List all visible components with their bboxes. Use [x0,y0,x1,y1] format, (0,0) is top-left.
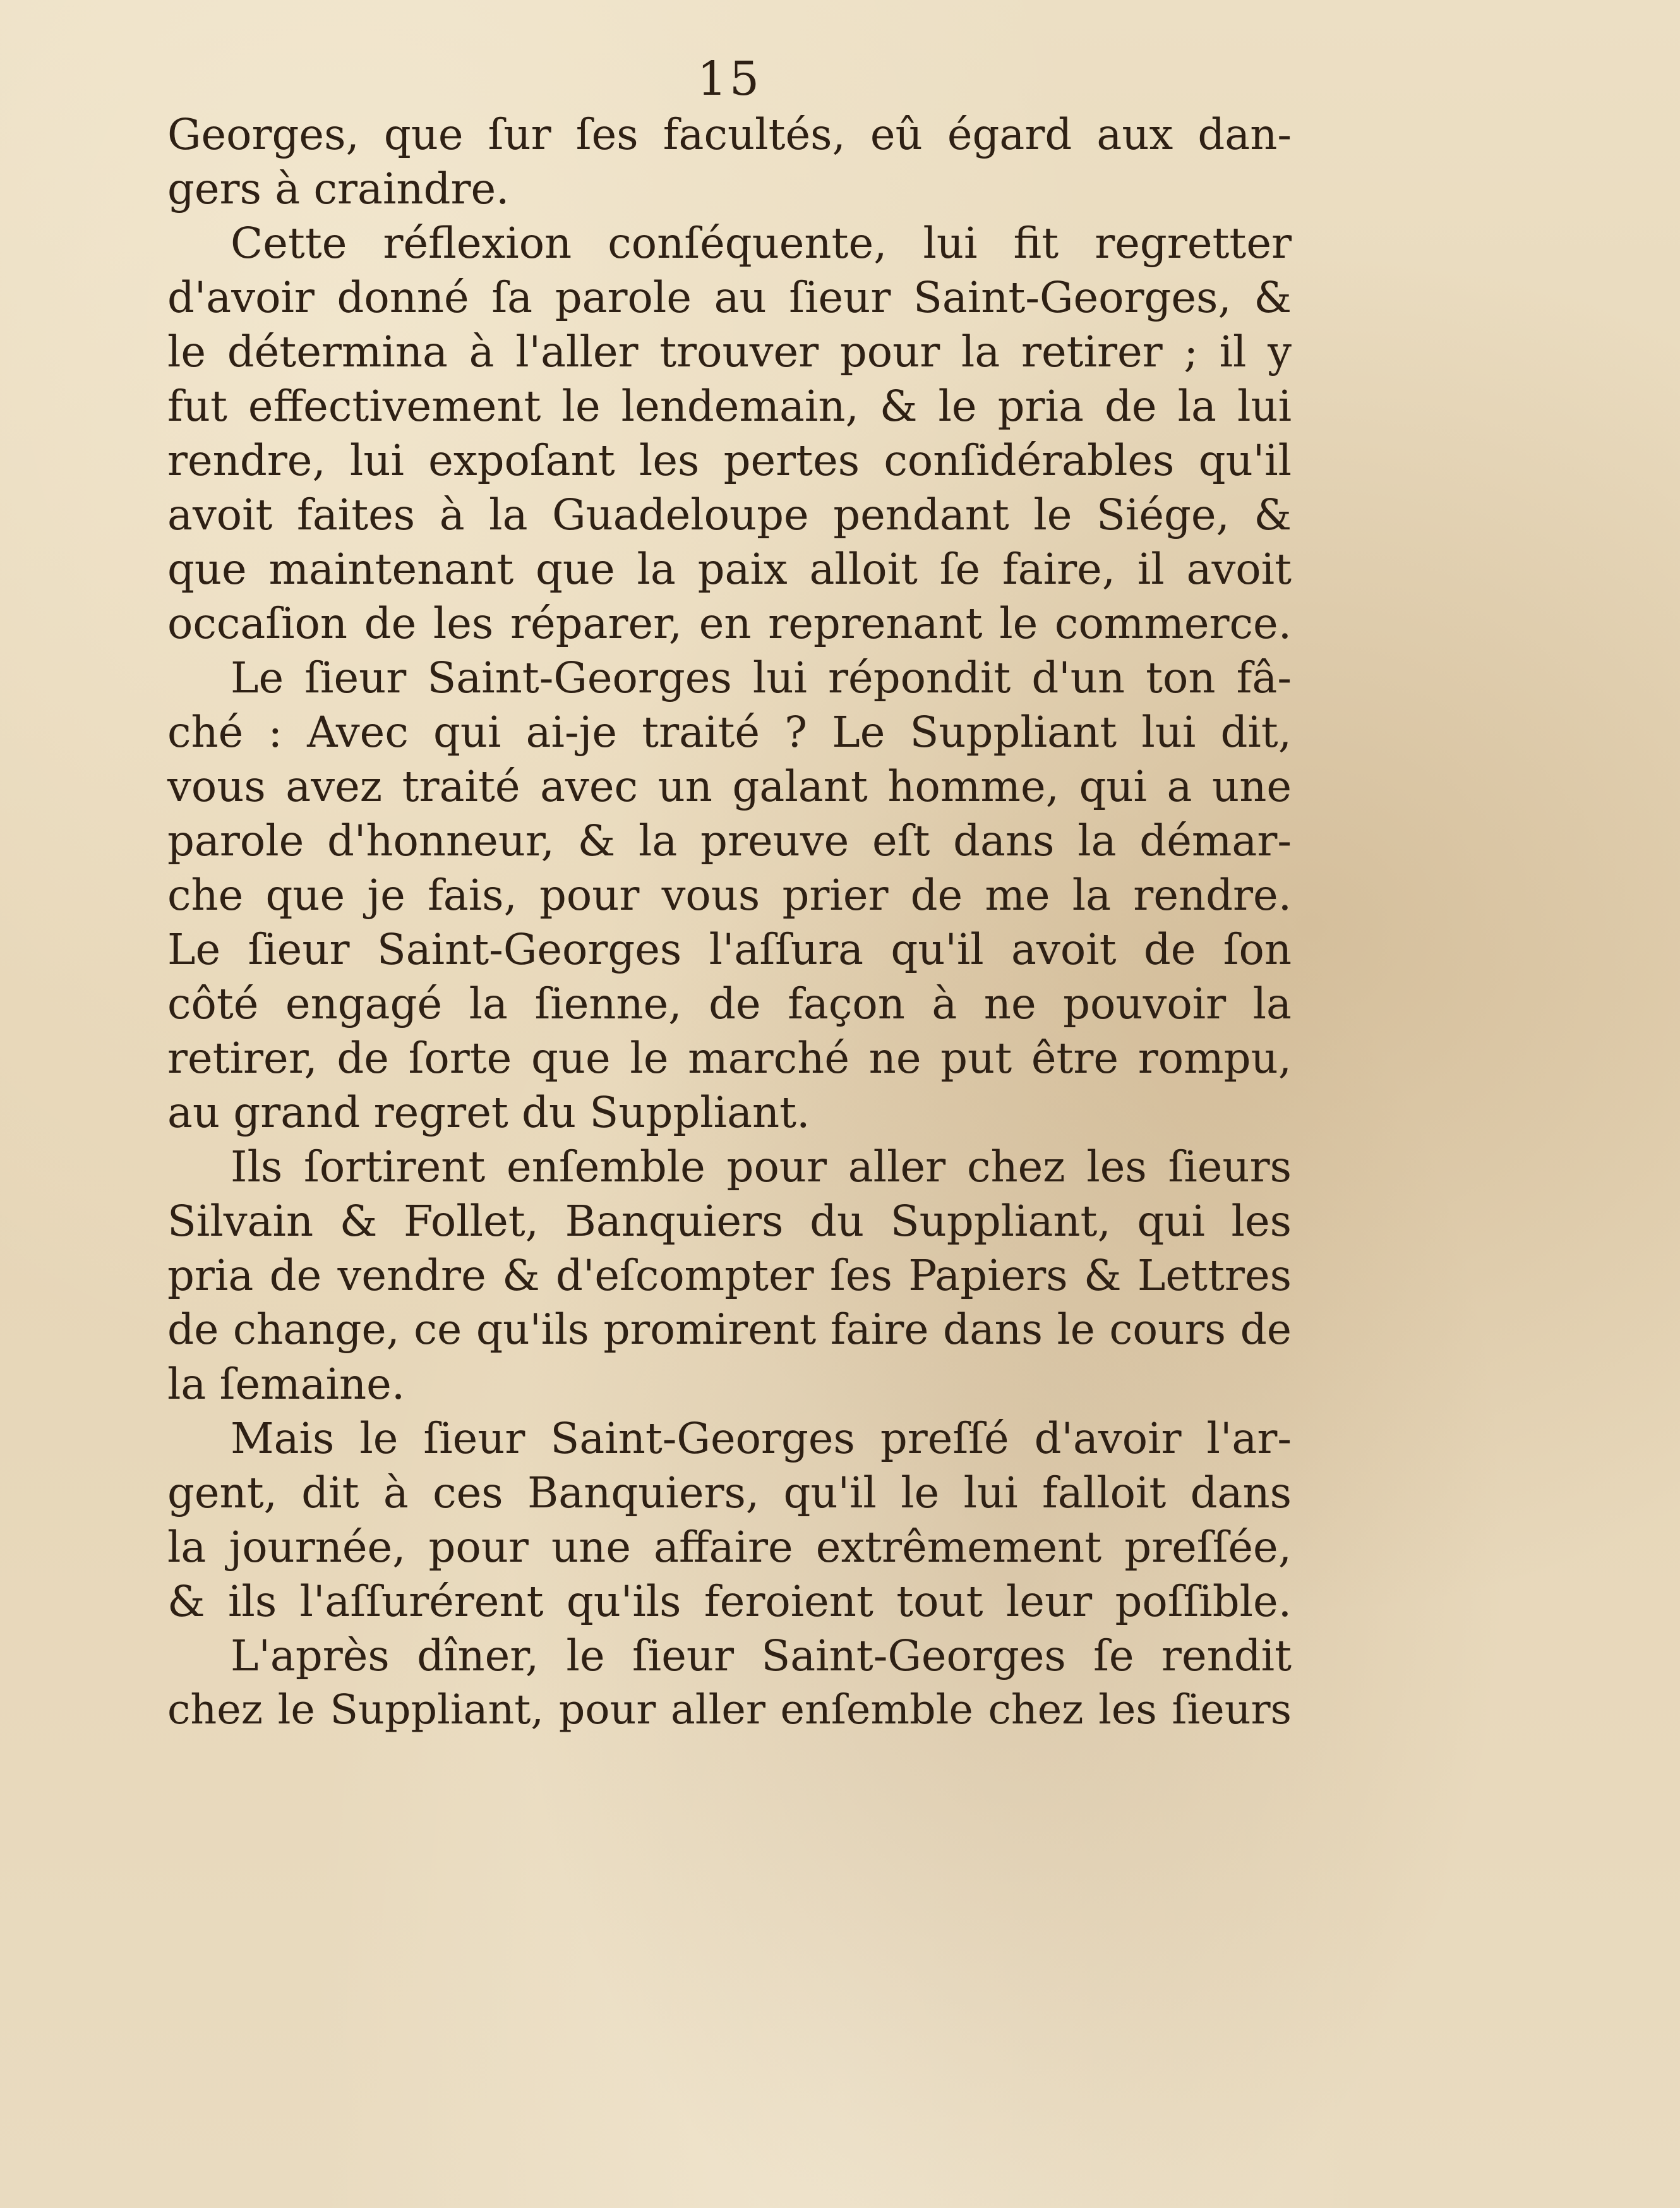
text-line: Silvain & Follet, Banquiers du Suppliant, qui les [167,1197,1292,1246]
text-line: la ſemaine. [167,1360,405,1409]
text-line: que maintenant que la paix alloit ſe faire, il avoit [167,545,1292,594]
text-line: d'avoir donné ſa parole au ſieur Saint-Georges, & [167,273,1292,322]
text-line: Mais le ſieur Saint-Georges preſſé d'avoir l'ar- [231,1414,1292,1463]
text-block [167,51,1292,1737]
text-line: Le ſieur Saint-Georges l'aſſura qu'il avoit de ſon [167,925,1292,974]
text-line: occaſion de les réparer, en reprenant le commerce. [167,599,1292,648]
text-line: parole d'honneur, & la preuve eſt dans la démar- [167,816,1292,866]
text-line: Ils ſortirent enſemble pour aller chez les ſieurs [231,1142,1292,1191]
text-line: che que je fais, pour vous prier de me la rendre. [167,871,1292,920]
text-line: gers à craindre. [167,164,510,214]
text-line: au grand regret du Suppliant. [167,1088,810,1137]
text-line: fut effectivement le lendemain, & le pria de la lui [167,382,1292,431]
text-line: chez le Suppliant, pour aller enſemble chez les ſieurs [167,1686,1292,1734]
text-line: rendre, lui expoſant les pertes conſidérables qu'il [167,436,1292,485]
text-line: la journée, pour une affaire extrêmement preſſée, [167,1523,1292,1572]
text-line: gent, dit à ces Banquiers, qu'il le lui falloit dans [167,1468,1292,1517]
text-line: ché : Avec qui ai-je traité ? Le Suppliant lui dit, [167,708,1292,757]
text-line: le détermina à l'aller trouver pour la retirer ; il y [167,327,1292,377]
text-line: de change, ce qu'ils promirent faire dans le cours de [167,1305,1292,1354]
text-line: & ils l'aſſurérent qu'ils feroient tout leur poſſible. [167,1577,1292,1626]
text-line: Le ſieur Saint-Georges lui répondit d'un ton fâ- [231,653,1292,703]
text-line: L'après dîner, le ſieur Saint-Georges ſe rendit [231,1631,1292,1680]
text-line: vous avez traité avec un galant homme, qui a une [167,762,1292,811]
page-number: 15 [697,52,762,106]
text-line: pria de vendre & d'eſcompter ſes Papiers & Lettres [167,1251,1292,1300]
text-line: Georges, que ſur ſes facultés, eû égard aux dan- [167,110,1292,159]
text-line: Cette réflexion conſéquente, lui fit regretter [231,219,1292,268]
text-line: avoit faites à la Guadeloupe pendant le Siége, & [167,490,1292,540]
text-line: côté engagé la ſienne, de façon à ne pouvoir la [167,979,1292,1029]
text-line: retirer, de ſorte que le marché ne put être rompu, [167,1034,1292,1083]
